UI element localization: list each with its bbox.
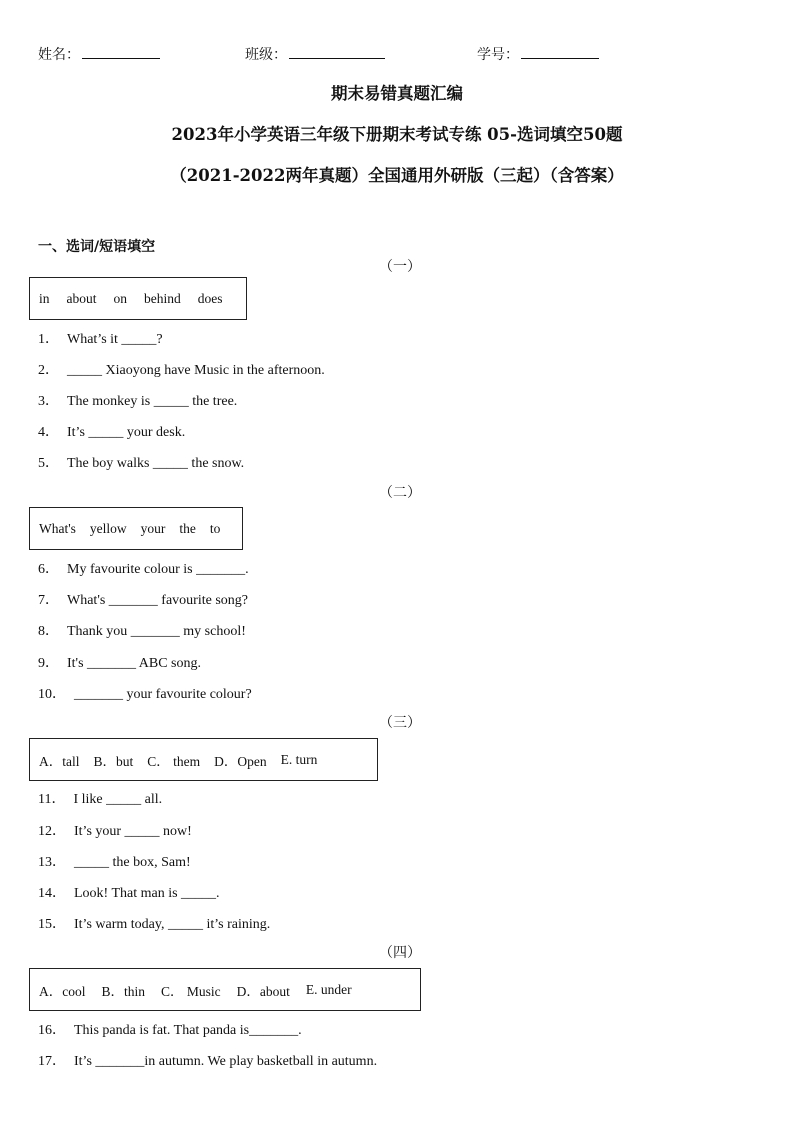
word-bank-item: A．cool [39, 983, 86, 999]
group-label: （四） [379, 945, 421, 961]
question-text: It’s warm today, _____ it’s raining. [74, 917, 271, 932]
question-number: 3． [38, 394, 59, 409]
question-text: It’s _____ your desk. [67, 425, 186, 440]
doc-subtitle: 2023年小学英语三年级下册期末考试专练 05-选词填空50题 [171, 125, 623, 144]
section-title: 一、选词/短语填空 [38, 239, 156, 255]
word-bank-item: B．but [93, 753, 134, 769]
question-text: _____ Xiaoyong have Music in the afternoon. [67, 363, 325, 378]
question-text: The monkey is _____ the tree. [67, 394, 238, 409]
question-number: 12． [38, 824, 66, 839]
word-bank-item: about [66, 290, 97, 306]
question-number: 5． [38, 456, 59, 471]
question-number: 8． [38, 624, 59, 639]
id-field [477, 44, 599, 64]
question [38, 882, 220, 902]
doc-subtitle-2: （2021-2022两年真题）全国通用外研版（三起）（含答案） [170, 166, 624, 185]
question-number: 7． [38, 593, 59, 608]
question [38, 652, 201, 672]
question-number: 16． [38, 1023, 66, 1038]
word-bank-item: B．thin [101, 983, 146, 999]
class-blank[interactable] [289, 44, 385, 59]
question-text: Look! That man is _____. [74, 886, 220, 901]
word-bank-item: E. turn [280, 751, 318, 767]
question [38, 328, 163, 348]
name-blank[interactable] [82, 44, 160, 59]
word-bank-item: your [140, 520, 166, 536]
question [38, 851, 191, 871]
word-bank [29, 277, 247, 320]
question-text: _______ your favourite colour? [74, 687, 252, 702]
class-label: 班级： [245, 47, 287, 63]
question [38, 589, 248, 609]
word-bank-item: D．Open [214, 753, 267, 769]
group-label: （一） [379, 259, 421, 275]
question-number: 14． [38, 886, 66, 901]
word-bank-item: the [179, 520, 196, 536]
word-bank [29, 507, 243, 550]
question [38, 683, 252, 703]
question [38, 788, 162, 808]
question-text: Thank you _______ my school! [67, 624, 246, 639]
question-text: It’s _______in autumn. We play basketball in autumn. [74, 1054, 378, 1069]
word-bank-item: on [113, 290, 128, 306]
question-text: What’s it _____? [67, 332, 163, 347]
question [38, 390, 237, 410]
doc-title: 期末易错真题汇编 [331, 84, 463, 103]
question [38, 1050, 377, 1070]
word-bank-item: behind [144, 290, 181, 306]
question-number: 11． [38, 792, 66, 807]
question-text: It’s your _____ now! [74, 824, 192, 839]
question [38, 452, 244, 472]
question-text: _____ the box, Sam! [74, 855, 191, 870]
question-number: 13． [38, 855, 66, 870]
word-bank-item: yellow [89, 520, 127, 536]
question [38, 620, 246, 640]
question-text: What's _______ favourite song? [67, 593, 248, 608]
group-label: （三） [379, 715, 421, 731]
name-label: 姓名： [38, 47, 80, 63]
question [38, 1019, 302, 1039]
question-text: It's _______ ABC song. [67, 656, 201, 671]
word-bank-item: What's [39, 520, 76, 536]
question-number: 6． [38, 562, 59, 577]
question-number: 17． [38, 1054, 66, 1069]
question [38, 913, 270, 933]
word-bank [29, 738, 378, 781]
question [38, 421, 185, 441]
question-text: My favourite colour is _______. [67, 562, 249, 577]
word-bank-item: E. under [305, 981, 352, 997]
class-field [245, 44, 385, 64]
question-number: 2． [38, 363, 59, 378]
name-field [38, 44, 160, 64]
group-label: （二） [379, 485, 421, 501]
question-number: 1． [38, 332, 59, 347]
question-number: 9． [38, 656, 59, 671]
id-label: 学号： [477, 47, 519, 63]
word-bank-item: to [209, 520, 221, 536]
question-text: This panda is fat. That panda is_______. [74, 1023, 302, 1038]
word-bank-item: does [197, 290, 223, 306]
word-bank-item: A．tall [39, 753, 80, 769]
question-number: 4． [38, 425, 59, 440]
question-text: I like _____ all. [73, 792, 163, 807]
word-bank-item: C． them [147, 753, 201, 769]
question [38, 558, 249, 578]
word-bank [29, 968, 421, 1011]
question [38, 359, 325, 379]
word-bank-item: in [39, 290, 50, 306]
word-bank-item: D．about [236, 983, 290, 999]
id-blank[interactable] [521, 44, 599, 59]
question-number: 10． [38, 687, 66, 702]
word-bank-item: C． Music [161, 983, 221, 999]
question-text: The boy walks _____ the snow. [67, 456, 245, 471]
question [38, 820, 192, 840]
question-number: 15． [38, 917, 66, 932]
